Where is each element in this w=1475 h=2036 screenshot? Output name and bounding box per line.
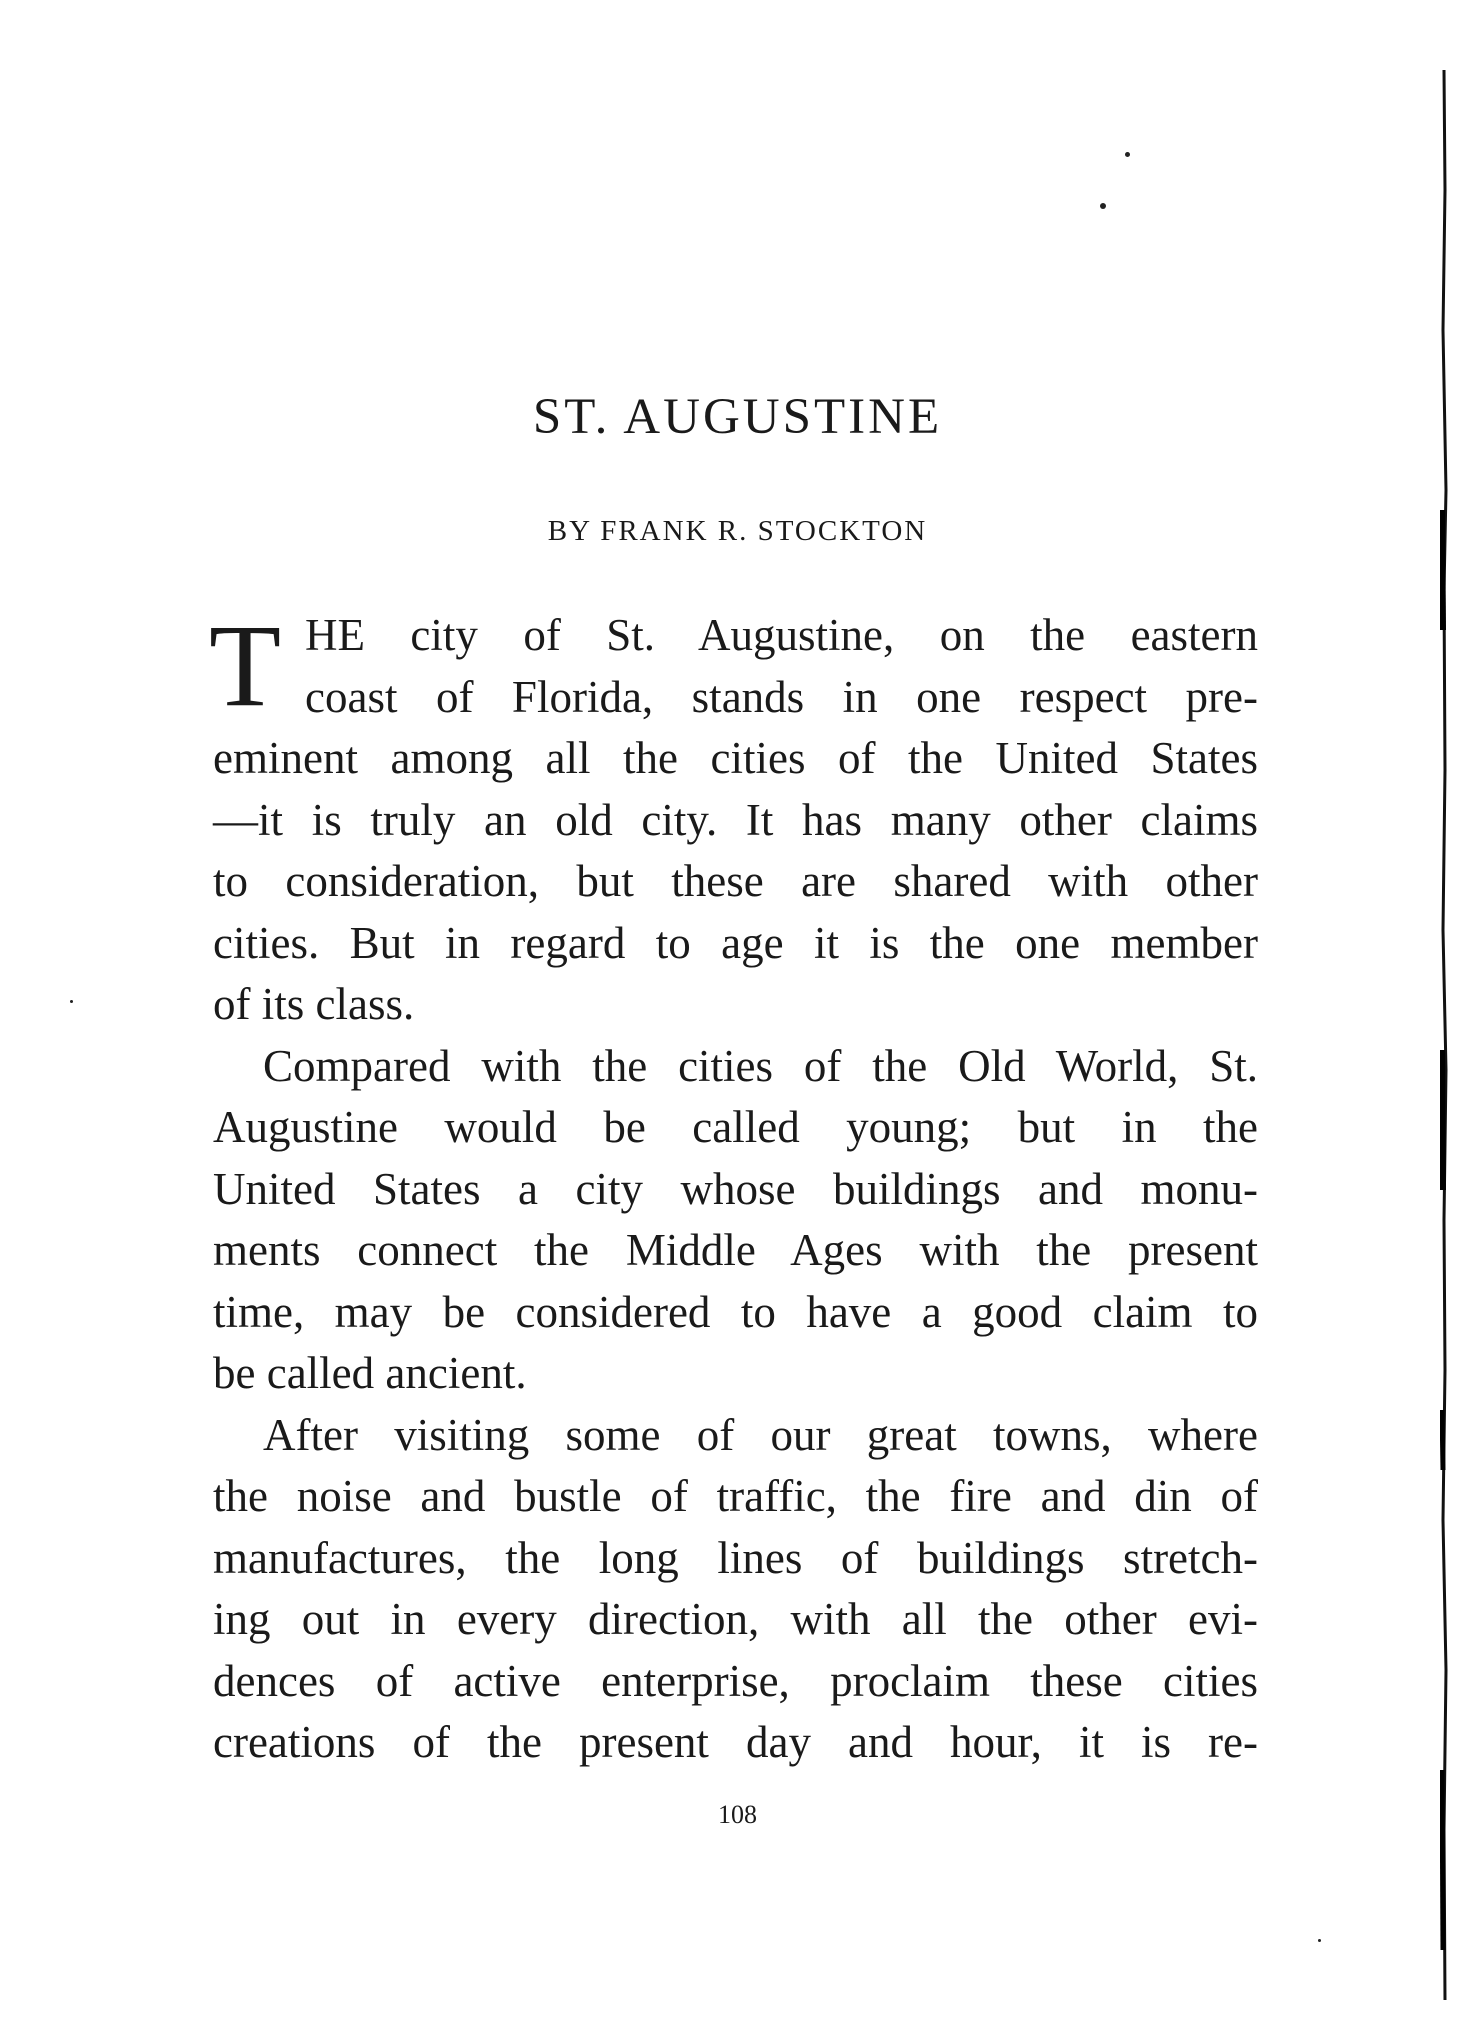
scan-speck [1125, 152, 1130, 157]
text-line: the noise and bustle of traffic, the fire and din of [213, 1471, 1258, 1521]
text-line: United States a city whose buildings and monu- [213, 1163, 1258, 1214]
text-line: ments connect the Middle Ages with the present [213, 1225, 1258, 1275]
text-line: to consideration, but these are shared with other [213, 856, 1258, 906]
text-line: eminent among all the cities of the United States [213, 733, 1258, 783]
text-line: HE city of St. Augustine, on the eastern [305, 610, 1258, 660]
body-text [209, 600, 1258, 1774]
author-byline: BY FRANK R. STOCKTON [547, 515, 928, 547]
paragraph-1 [209, 600, 1258, 1036]
text-line: Compared with the cities of the Old World, St. [263, 1040, 1258, 1091]
text-line: manufactures, the long lines of buildings stretch- [213, 1532, 1258, 1583]
text-line: cities. But in regard to age it is the one member [213, 917, 1258, 968]
text-line: ing out in every direction, with all the other evi- [213, 1594, 1258, 1644]
scan-speck [70, 1000, 73, 1003]
drop-cap: T [209, 600, 282, 731]
scan-speck [1100, 203, 1106, 209]
text-line: dences of active enterprise, proclaim these cities [213, 1655, 1258, 1706]
paragraph-2 [213, 1036, 1258, 1405]
text-line: Augustine would be called young; but in the [213, 1102, 1258, 1152]
text-line: coast of Florida, stands in one respect pre- [305, 671, 1258, 722]
paragraph-3 [213, 1405, 1258, 1774]
scan-speck [1318, 1939, 1321, 1942]
text-line: creations of the present day and hour, it is re- [213, 1717, 1258, 1767]
text-line: time, may be considered to have a good claim to [213, 1286, 1258, 1337]
text-line: After visiting some of our great towns, where [263, 1409, 1258, 1460]
text-line: —it is truly an old city. It has many other claims [213, 794, 1258, 845]
text-line: be called ancient. [213, 1348, 527, 1398]
page-number: 108 [718, 1800, 757, 1829]
page-edge-shadow [1440, 70, 1448, 2000]
text-line: of its class. [213, 979, 415, 1029]
chapter-title: ST. AUGUSTINE [532, 389, 943, 445]
